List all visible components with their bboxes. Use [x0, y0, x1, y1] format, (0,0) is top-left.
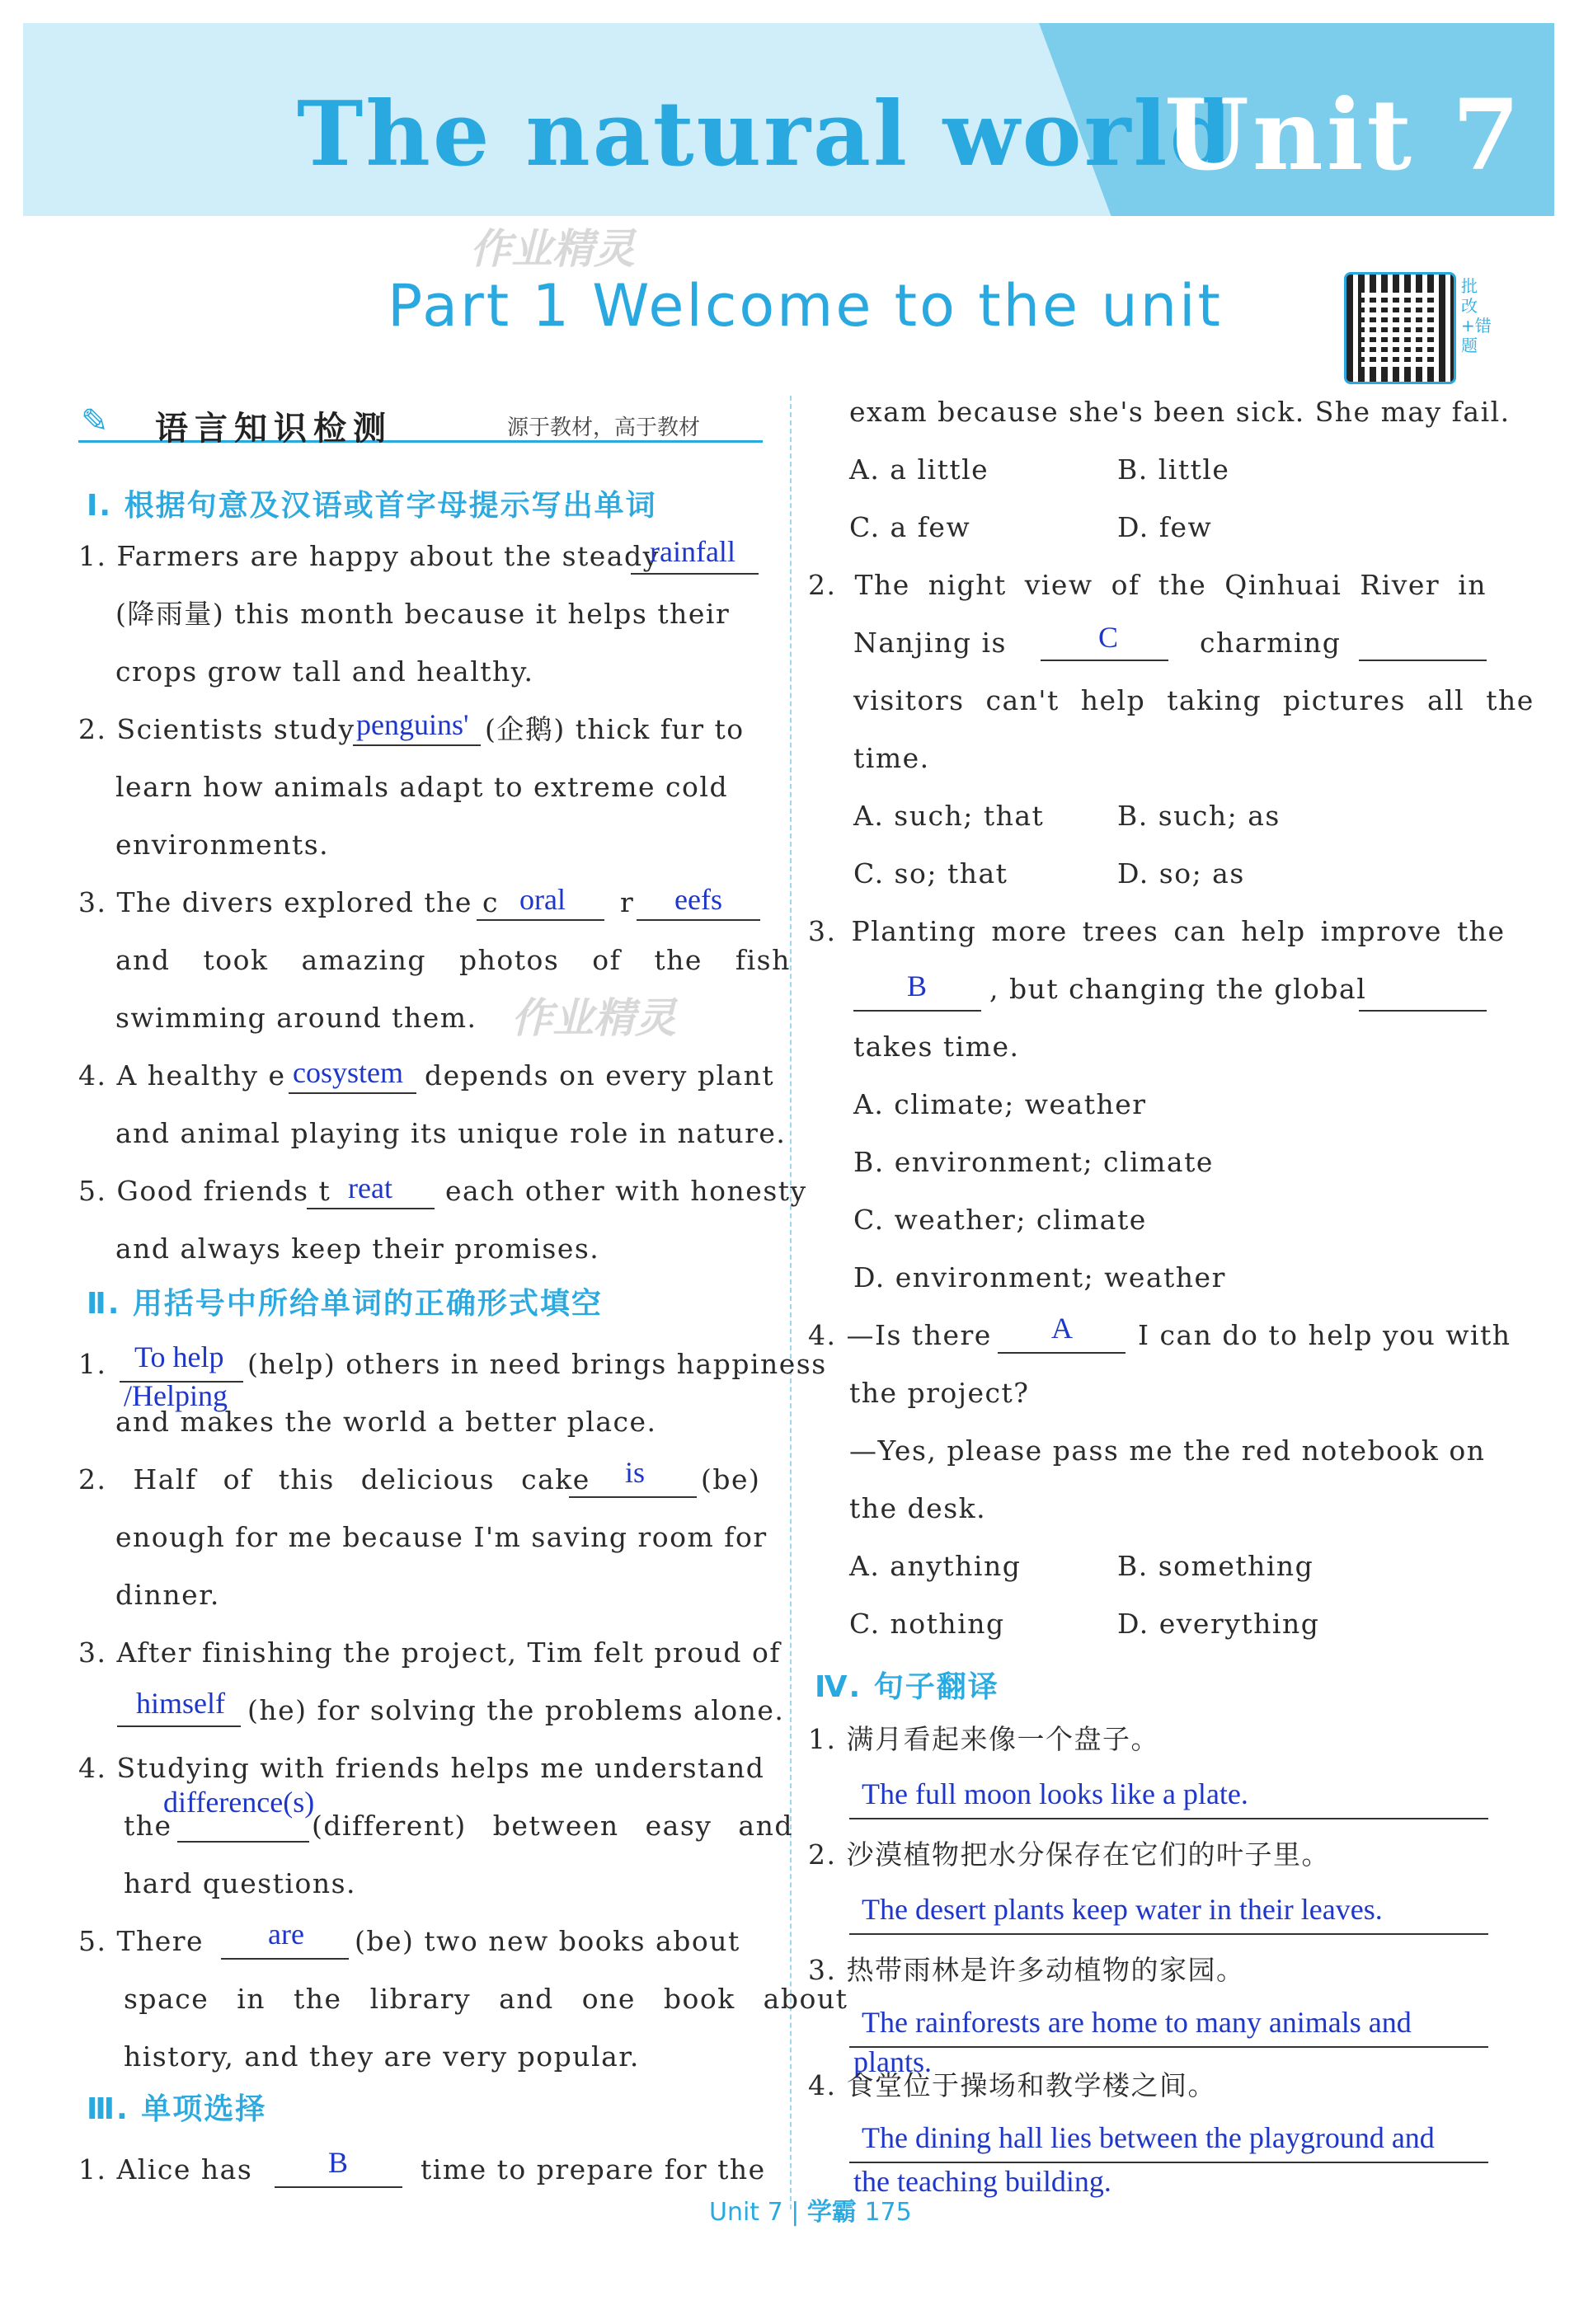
- answer-blank: [307, 1208, 435, 1209]
- answer-blank: [289, 1092, 416, 1094]
- s2-line: 3. After finishing the project, Tim felt proud of: [78, 1636, 782, 1669]
- part-title: Part 1 Welcome to the unit: [388, 272, 1223, 340]
- handwritten-answer: B: [907, 970, 928, 1002]
- s1-line: swimming around them.: [115, 1002, 477, 1034]
- answer-blank: [117, 1725, 241, 1727]
- s1-line: 2. Scientists study: [78, 713, 355, 745]
- handwritten-answer: /Helping: [124, 1379, 228, 1412]
- s1-line: 1. Farmers are happy about the steady: [78, 540, 660, 572]
- unit-number: Unit 7: [1164, 77, 1524, 192]
- column-divider: [790, 396, 792, 2209]
- s1-line: and took amazing photos of the fish: [115, 944, 791, 976]
- s3-q4-line: the desk.: [849, 1492, 987, 1524]
- handwritten-answer: The desert plants keep water in their leaves.: [862, 1893, 1383, 1926]
- option: A. climate; weather: [853, 1088, 1147, 1120]
- s3-q4-line: —Yes, please pass me the red notebook on: [849, 1434, 1486, 1467]
- footer-separator: |: [791, 2198, 807, 2227]
- s1-line: each other with honesty: [445, 1175, 807, 1207]
- option: D. everything: [1117, 1608, 1320, 1640]
- s3-q2-line: charming: [1200, 627, 1342, 659]
- answer-blank: [853, 1010, 981, 1012]
- s2-line: the: [124, 1810, 172, 1842]
- s3-q4-line: I can do to help you with: [1138, 1319, 1511, 1351]
- s4-item: 2. 沙漠植物把水分保存在它们的叶子里。: [808, 1838, 1330, 1871]
- answer-blank: [353, 744, 481, 746]
- footer-unit: Unit 7: [709, 2198, 783, 2227]
- s3-q1-line: 1. Alice has: [78, 2153, 253, 2185]
- s2-line: (he) for solving the problems alone.: [247, 1694, 785, 1726]
- answer-blank: [998, 1352, 1126, 1354]
- s3-q4-line: 4. —Is there: [808, 1319, 992, 1351]
- s2-line: enough for me because I'm saving room for: [115, 1521, 768, 1553]
- s2-line: 1.: [78, 1348, 107, 1380]
- handwritten-answer: penguins': [356, 708, 469, 741]
- s3-q2-line: visitors can't help taking pictures all the: [853, 684, 1534, 716]
- option: C. weather; climate: [853, 1204, 1147, 1236]
- s1-line: (降雨量) this month because it helps their: [115, 598, 731, 630]
- option: B. such; as: [1117, 800, 1281, 832]
- handwritten-answer: are: [268, 1918, 304, 1951]
- answer-blank: [569, 1496, 697, 1498]
- answer-line: [849, 1933, 1488, 1935]
- handwritten-answer: oral: [519, 883, 566, 916]
- handwritten-answer: To help: [134, 1340, 224, 1373]
- answer-blank: [1041, 660, 1168, 661]
- s1-heading: Ⅰ. 根据句意及汉语或首字母提示写出单词: [87, 489, 657, 523]
- s2-line: and makes the world a better place.: [115, 1406, 657, 1438]
- page-number: 175: [864, 2198, 912, 2227]
- handwritten-answer: A: [1051, 1312, 1073, 1345]
- s3-q4-line: the project?: [849, 1377, 1030, 1409]
- handwritten-answer: the teaching building.: [853, 2165, 1111, 2198]
- s1-line: 5. Good friends t: [78, 1175, 331, 1207]
- option: C. a few: [849, 511, 971, 543]
- answer-blank: [1359, 1010, 1487, 1012]
- s3-q2-line: 2. The night view of the Qinhuai River in: [808, 569, 1487, 601]
- option: D. so; as: [1117, 857, 1245, 890]
- handwritten-answer: is: [625, 1456, 646, 1489]
- s2-line: (help) others in need brings happiness: [247, 1348, 827, 1380]
- handwritten-answer: The dining hall lies between the playground and: [862, 2121, 1435, 2154]
- page-footer: [709, 2191, 912, 2228]
- handwritten-answer: eefs: [674, 883, 722, 916]
- s4-heading: Ⅳ. 句子翻译: [815, 1670, 999, 1704]
- option: B. environment; climate: [853, 1146, 1214, 1178]
- handwritten-answer: reat: [348, 1171, 392, 1204]
- option: A. anything: [849, 1550, 1022, 1582]
- s2-line: dinner.: [115, 1579, 220, 1611]
- answer-line: [849, 2046, 1488, 2048]
- s3-q1-line: time to prepare for the: [421, 2153, 766, 2185]
- answer-blank: [177, 1841, 309, 1843]
- s4-item: 1. 满月看起来像一个盘子。: [808, 1723, 1159, 1755]
- s3-q3-line: , but changing the global: [989, 973, 1367, 1005]
- answer-blank: [631, 573, 759, 575]
- answer-blank: [1359, 660, 1487, 661]
- answer-line: [849, 1818, 1488, 1819]
- qr-code-icon[interactable]: [1344, 272, 1456, 384]
- answer-blank: [637, 919, 760, 921]
- s1-line: and animal playing its unique role in nature.: [115, 1117, 787, 1149]
- s2-line: (be): [701, 1463, 761, 1495]
- s3-q2-line: time.: [853, 742, 930, 774]
- s3-q2-line: Nanjing is: [853, 627, 1007, 659]
- s1-line: environments.: [115, 829, 330, 861]
- s2-line: 5. There: [78, 1925, 204, 1957]
- s2-line: 2. Half of this delicious cake: [78, 1463, 590, 1495]
- s3-heading: Ⅲ. 单项选择: [87, 2092, 267, 2126]
- s1-line: (企鹅) thick fur to: [485, 713, 745, 745]
- option: A. a little: [849, 453, 989, 486]
- footer-brand: 学霸: [806, 2198, 857, 2227]
- handwritten-answer: B: [328, 2146, 349, 2179]
- s3-q3-line: 3. Planting more trees can help improve the: [808, 915, 1506, 947]
- handwritten-answer: plants.: [853, 2045, 932, 2078]
- handwritten-answer: C: [1098, 621, 1119, 654]
- answer-blank: [221, 1958, 349, 1960]
- option: B. something: [1117, 1550, 1314, 1582]
- s4-item: 4. 食堂位于操场和教学楼之间。: [808, 2069, 1216, 2101]
- handwritten-answer: The rainforests are home to many animals and: [862, 2006, 1412, 2039]
- s1-line: depends on every plant: [425, 1059, 775, 1092]
- option: A. such; that: [853, 800, 1045, 832]
- s2-heading: Ⅱ. 用括号中所给单词的正确形式填空: [87, 1287, 603, 1321]
- handwritten-answer: cosystem: [293, 1056, 403, 1089]
- s2-line: (different) between easy and: [312, 1810, 793, 1842]
- answer-blank: [477, 919, 604, 921]
- s1-line: crops grow tall and healthy.: [115, 655, 534, 688]
- qr-side-label: 批改+错题: [1461, 276, 1492, 355]
- answer-line: [849, 2162, 1488, 2163]
- option: D. environment; weather: [853, 1261, 1226, 1293]
- option: D. few: [1117, 511, 1213, 543]
- handwritten-answer: The full moon looks like a plate.: [862, 1777, 1248, 1810]
- option: B. little: [1117, 453, 1230, 486]
- answer-blank: [275, 2186, 402, 2188]
- s3-q3-line: takes time.: [853, 1031, 1020, 1063]
- s4-item: 3. 热带雨林是许多动植物的家园。: [808, 1954, 1245, 1986]
- unit-topic-title: The natural world: [297, 82, 1235, 186]
- s2-line: history, and they are very popular.: [124, 2040, 640, 2073]
- watermark: 作业精灵: [470, 225, 635, 273]
- handwritten-answer: himself: [136, 1687, 225, 1720]
- s3-q1-line: exam because she's been sick. She may fail.: [849, 396, 1511, 428]
- section-subtitle: 源于教材，高于教材: [507, 416, 701, 440]
- watermark: 作业精灵: [511, 994, 676, 1042]
- section-title: 语言知识检测: [155, 410, 392, 448]
- s1-line: r: [620, 886, 635, 918]
- s1-line: 4. A healthy e: [78, 1059, 286, 1092]
- s1-line: learn how animals adapt to extreme cold: [115, 771, 729, 803]
- s1-line: 3. The divers explored the c: [78, 886, 499, 918]
- pen-icon: ✎: [81, 402, 109, 440]
- s2-line: hard questions.: [124, 1867, 357, 1899]
- option: C. nothing: [849, 1608, 1005, 1640]
- s2-line: 4. Studying with friends helps me understand: [78, 1752, 765, 1784]
- handwritten-answer: difference(s): [163, 1786, 315, 1819]
- handwritten-answer: rainfall: [650, 535, 735, 568]
- option: C. so; that: [853, 857, 1008, 890]
- s2-line: space in the library and one book about: [124, 1983, 848, 2015]
- s1-line: and always keep their promises.: [115, 1232, 600, 1265]
- s2-line: (be) two new books about: [355, 1925, 740, 1957]
